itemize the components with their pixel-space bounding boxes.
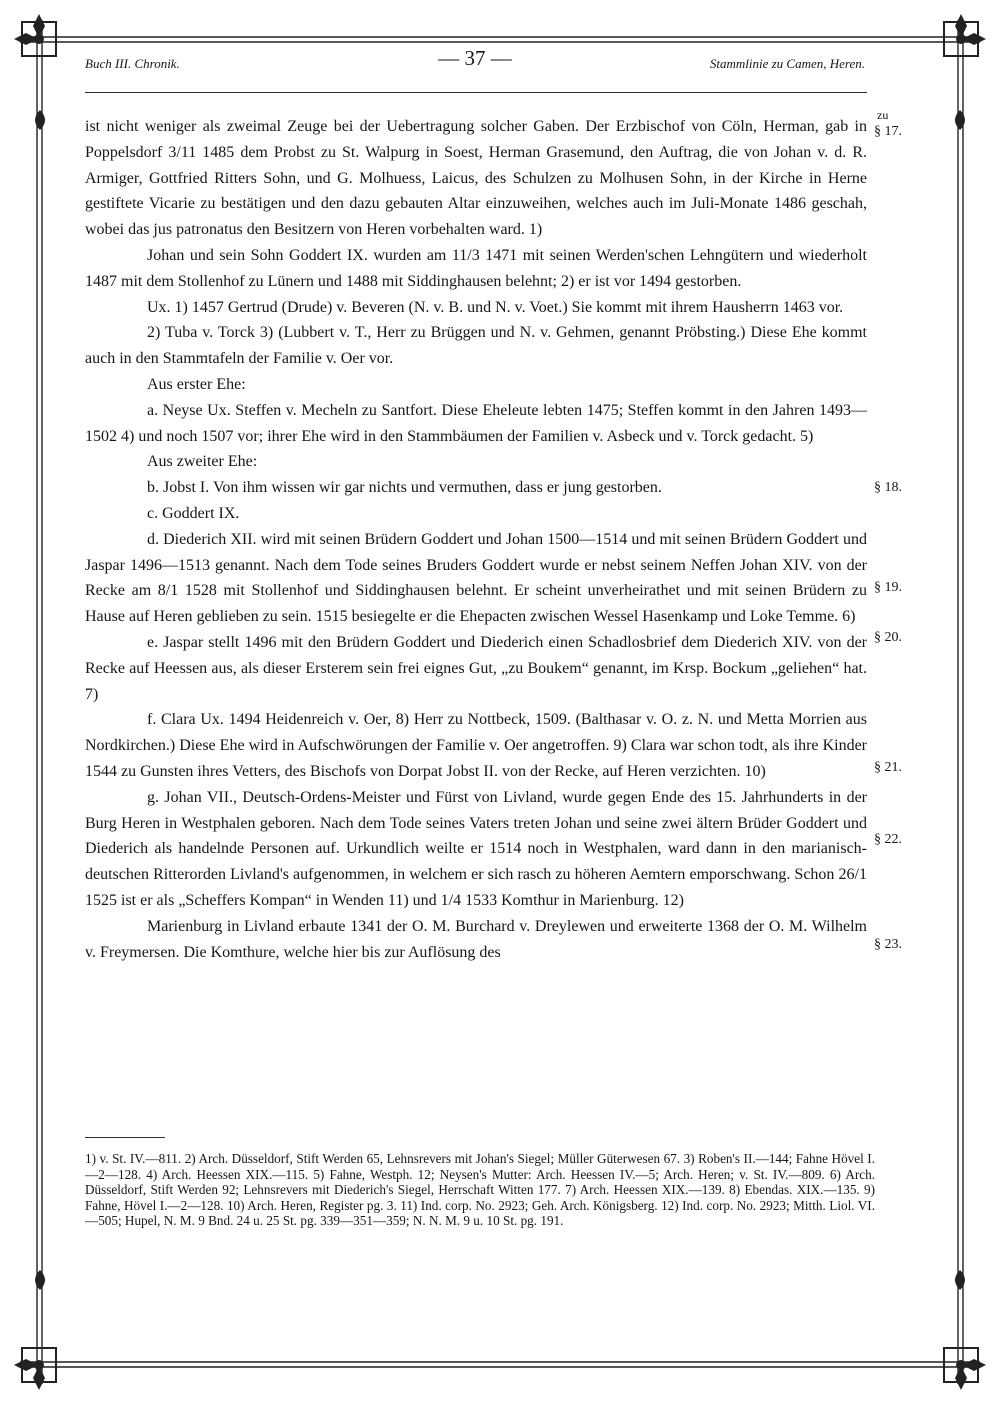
paragraph: 2) Tuba v. Torck 3) (Lubbert v. T., Herr zu Brüggen und N. v. Gehmen, genannt Pröbsting.) Diese Ehe kommt auch in den Stammtafeln der Familie v. Oer vor.	[85, 324, 867, 368]
margin-section-18: § 18.	[874, 480, 902, 495]
page-number: — 37 —	[438, 46, 512, 70]
corner-ornament-top-right-icon	[944, 14, 986, 56]
footnote-rule	[85, 1137, 165, 1138]
header-section-title: Stammlinie zu Camen, Heren.	[709, 56, 865, 71]
paragraph: Johan und sein Sohn Goddert IX. wurden am 11/3 1471 mit seinen Werden'schen Lehngütern und wiederholt 1487 mit dem Stollenhof zu Lünern und 1488 mit Siddinghausen belehnt; 2) er ist vor 1494 gestorben.	[85, 246, 867, 290]
margin-zu: zu	[877, 108, 889, 122]
paragraph: Aus zweiter Ehe:	[147, 453, 258, 471]
paragraph: b. Jobst I. Von ihm wissen wir gar nichts und vermuthen, dass er jung gestorben.	[147, 479, 662, 497]
paragraph: Marienburg in Livland erbaute 1341 der O. M. Burchard v. Dreylewen und erweiterte 1368 der O. M. Wilhelm v. Freymersen. Die Komthure, welche hier bis zur Auflösung des	[85, 917, 867, 961]
corner-ornament-bottom-right-icon	[944, 1348, 986, 1390]
margin-section-23: § 23.	[874, 937, 902, 952]
margin-section-17: § 17.	[874, 124, 902, 139]
margin-section-19: § 19.	[874, 580, 902, 595]
margin-section-21: § 21.	[874, 760, 902, 775]
paragraph: a. Neyse Ux. Steffen v. Mecheln zu Santfort. Diese Eheleute lebten 1475; Steffen kommt in den Jahren 1493—1502 4) und noch 1507 vor; ihrer Ehe wird in den Stammbäumen der Familien v. Asbeck und v. Torck gedacht. 5)	[85, 401, 867, 445]
margin-section-22: § 22.	[874, 832, 902, 847]
corner-ornament-bottom-left-icon	[14, 1348, 56, 1390]
paragraph: c. Goddert IX.	[147, 504, 240, 522]
paragraph: ist nicht weniger als zweimal Zeuge bei der Uebertragung solcher Gaben. Der Erzbischof von Cöln, Herman, gab in Poppelsdorf 3/11 1485 dem Probst zu St. Walpurg in Soest, Herman Grasemund, den Auftrag, die von Johan v. d. R. Armiger, Gottfried Ritters Sohn, und G. Molhuess, Laicus, des Schulzen zu Molhusen Sohn, in der Kirche in Herne gestiftete Vicarie zu bestätigen und den dazu gebauten Altar einzuweihen, welches auch im Juli-Monate 1486 geschah, wobei das jus patronatus den Besitzern von Heren vorbehalten ward. 1)	[85, 118, 867, 239]
paragraph: Ux. 1) 1457 Gertrud (Drude) v. Beveren (N. v. B. und N. v. Voet.) Sie kommt mit ihrem Hausherrn 1463 vor.	[147, 298, 844, 316]
running-header	[85, 48, 865, 72]
paragraph: Aus erster Ehe:	[147, 375, 246, 393]
corner-ornament-top-left-icon	[14, 14, 56, 56]
margin-section-20: § 20.	[874, 630, 902, 645]
paragraph: f. Clara Ux. 1494 Heidenreich v. Oer, 8) Herr zu Nottbeck, 1509. (Balthasar v. O. z. N. und Metta Morrien aus Nordkirchen.) Diese Ehe wird in Aufschwörungen der Familie v. Oer angetroffen. 9) Clara war schon todt, als ihre Kinder 1544 zu Gunsten ihres Vetters, des Bischofs von Dorpat Jobst II. von der Recke, auf Heren verzichten. 10)	[85, 711, 867, 780]
header-book-title: Buch III. Chronik.	[85, 56, 180, 71]
paragraph: d. Diederich XII. wird mit seinen Brüdern Goddert und Johan 1500—1514 und mit seinen Brüdern Goddert und Jaspar 1496—1513 genannt. Nach dem Tode seines Bruders Goddert wurde er nebst seinem Neffen Johan XIV. von der Recke am 8/1 1528 mit Stollenhof und Siddinghausen belehnt. Er scheint unverheirathet und mit seinen Brüdern zu Hause auf Heren geblieben zu sein. 1515 besiegelte er die Ehepacten zwischen Wessel Hasenkamp und Loke Temme. 6)	[85, 530, 867, 626]
header-rule	[85, 92, 867, 93]
paragraph: e. Jaspar stellt 1496 mit den Brüdern Goddert und Diederich einen Schadlosbrief dem Diederich XIV. von der Recke auf Heessen aus, als dieser Ersterem sein frei eignes Gut, „zu Boukem“ genannt, im Krsp. Bockum „geliehen“ hat. 7)	[85, 633, 867, 703]
footnotes: 1) v. St. IV.—811. 2) Arch. Düsseldorf, Stift Werden 65, Lehnsrevers mit Johan's Siegel; Müller Güterwesen 67. 3) Roben's II.—144; Fahne Hövel I.—2—128. 4) Arch. Heessen XIX.—115. 5) Fahne, Westph. 12; Neysen's Mutter: Arch. Heessen IV.—5; Arch. Heren; v. St. IV.—809. 6) Arch. Düsseldorf, Stift Werden 92; Lehnsrevers mit Diederich's Siegel, Herrschaft Witten 177. 7) Arch. Heessen XIX.—139. 8) Ebendas. XIX.—135. 9) Fahne, Hövel I.—2—128. 10) Arch. Heren, Register pg. 3. 11) Ind. corp. No. 2923; Geh. Arch. Königsberg. 12) Ind. corp. No. 2923; Mitth. Liol. VI.—505; Hupel, N. M. 9 Bnd. 24 u. 25 St. pg. 339—351—359; N. N. M. 9 u. 10 St. pg. 191.	[85, 1151, 875, 1229]
main-text	[85, 114, 867, 965]
paragraph: g. Johan VII., Deutsch-Ordens-Meister und Fürst von Livland, wurde gegen Ende des 15. Jahrhunderts in der Burg Heren in Westphalen geboren. Nach dem Tode seines Vaters treten Johan und seine zwei ältern Brüder Goddert und Diederich als handelnde Personen auf. Urkundlich weilte er 1514 noch in Westphalen, ward dann in den marianisch-deutschen Ritterorden Livland's aufgenommen, in welchem er sich rasch zu höheren Aemtern emporschwang. Schon 26/1 1525 ist er als „Scheffers Kompan“ in Wenden 11) und 1/4 1533 Komthur in Marienburg. 12)	[85, 788, 867, 909]
